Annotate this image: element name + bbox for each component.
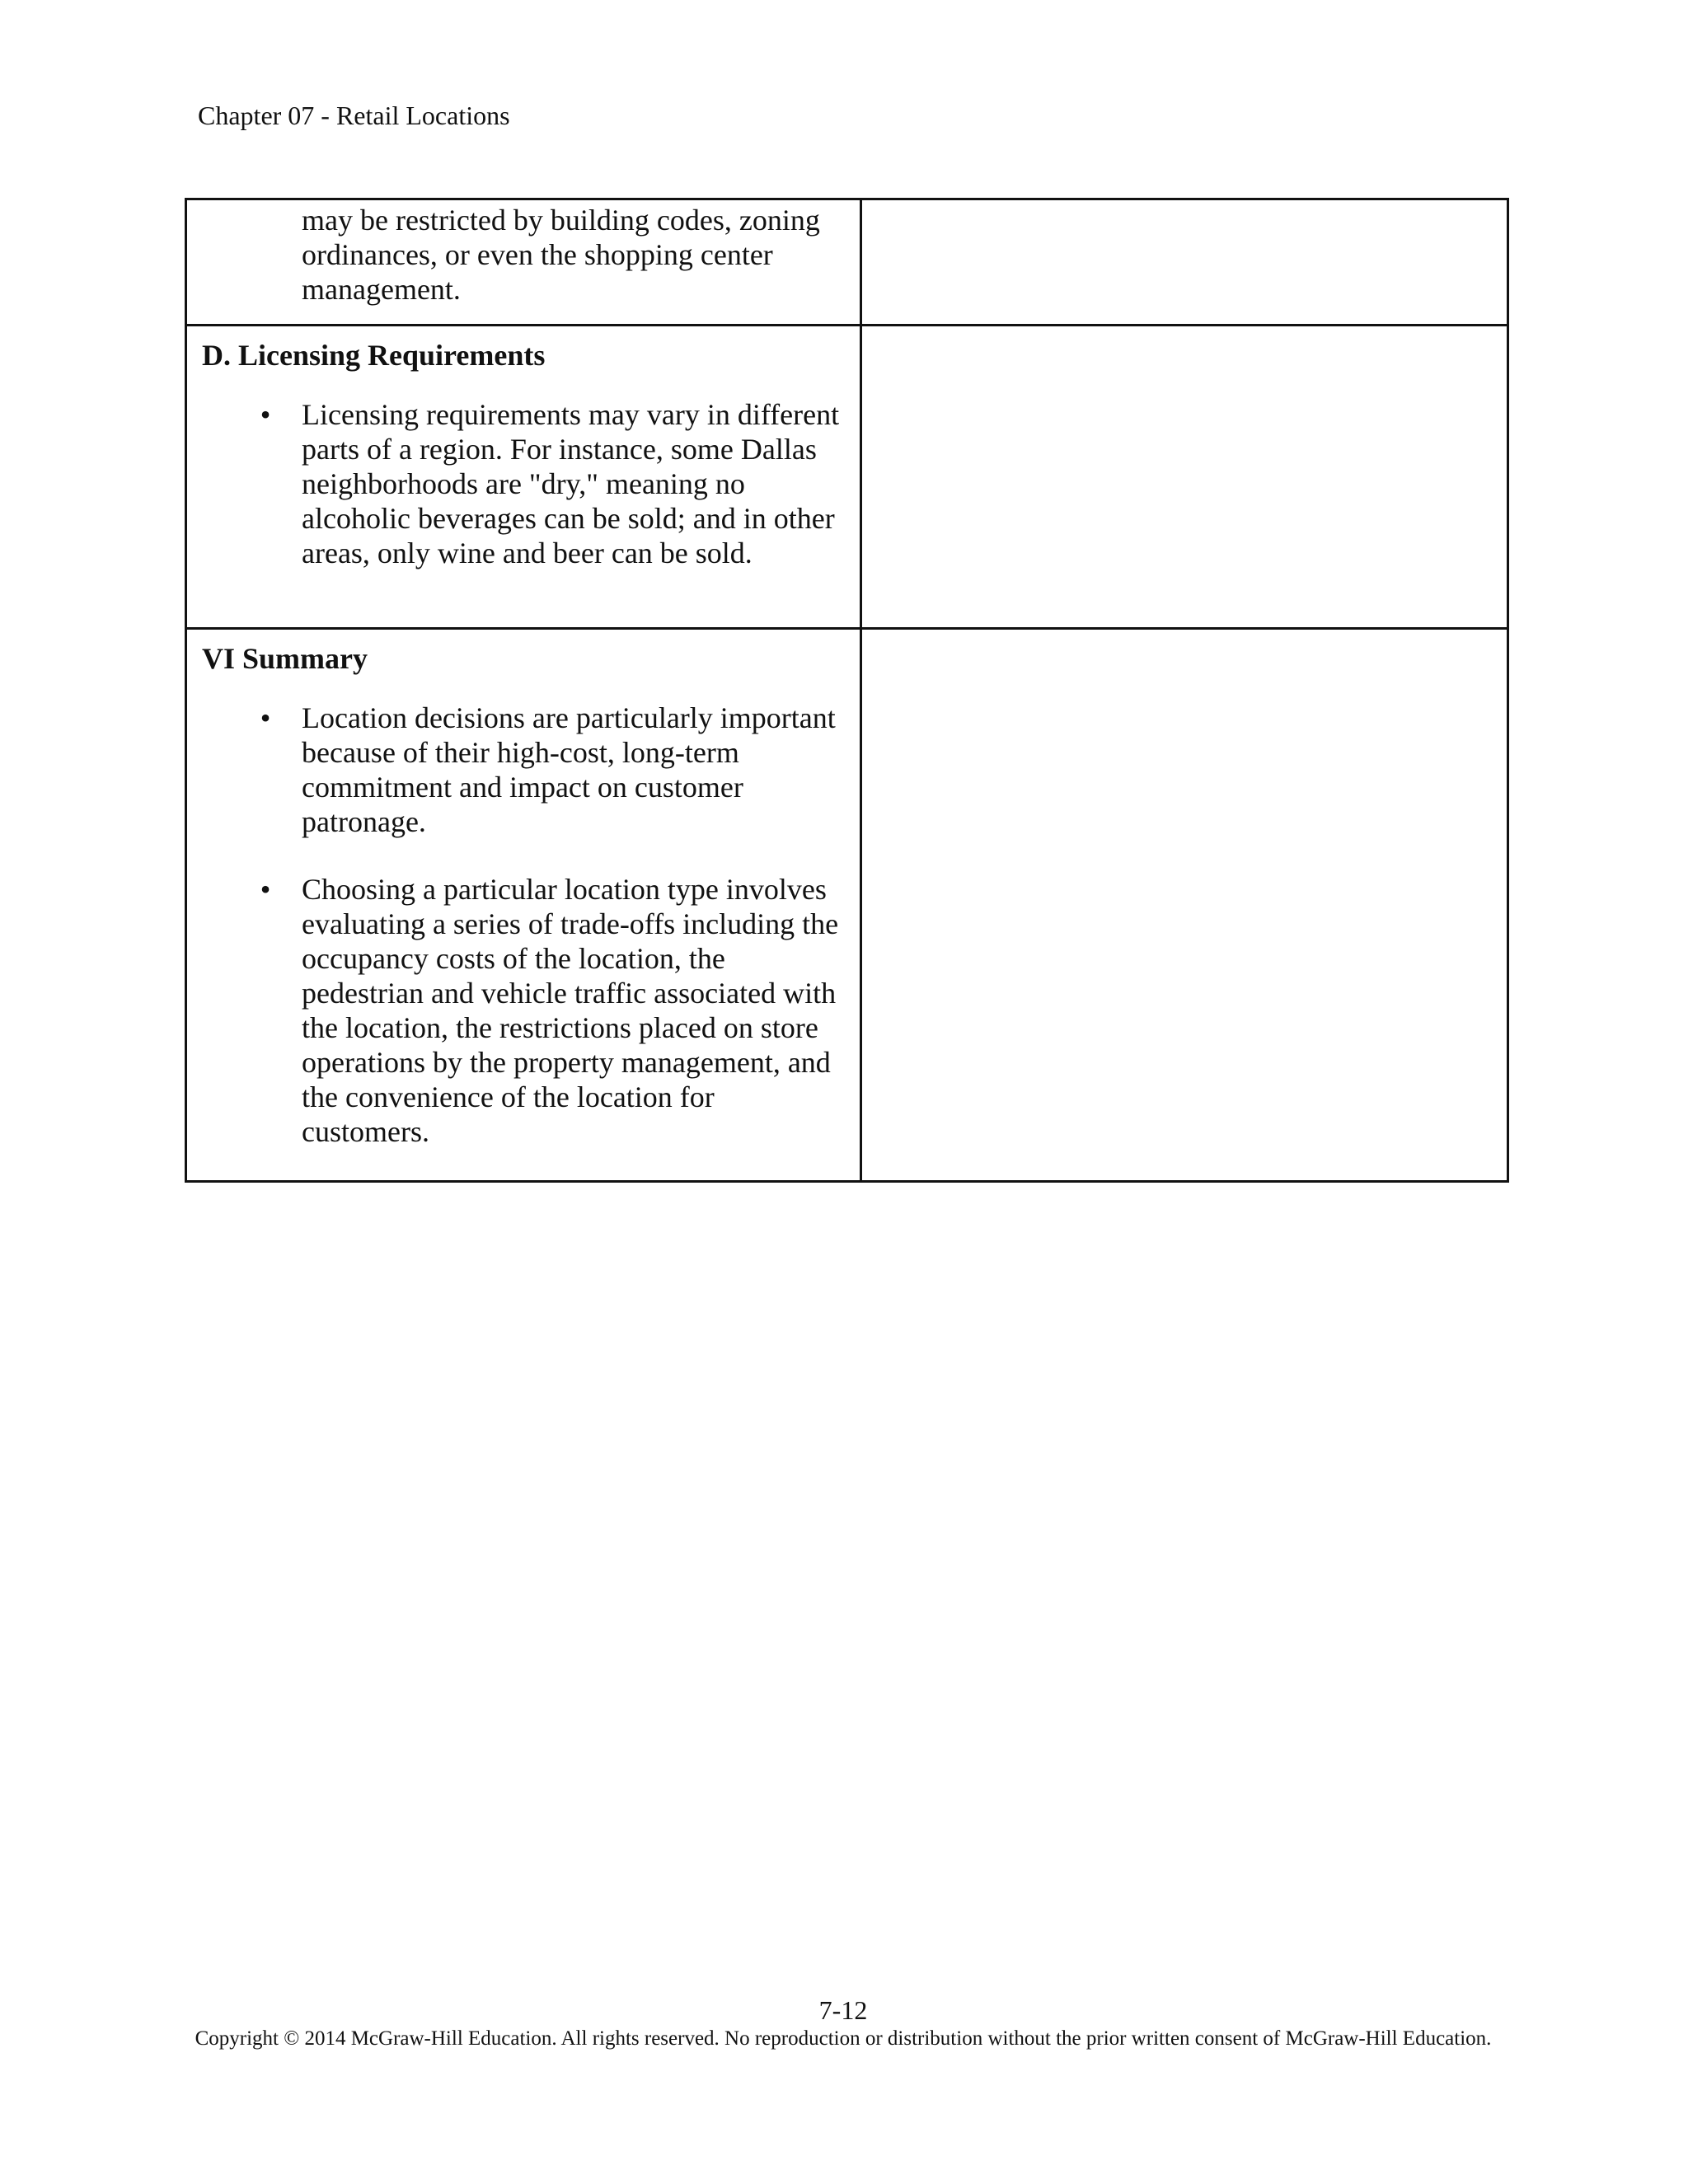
bullet-text: Choosing a particular location type involves evaluating a series of trade-offs including the occupancy costs of the location, the pedestrian and vehicle traffic associated with the location, the restrictions placed on store operations by the property management, and the convenience of the location for customers. <box>302 873 839 1148</box>
bullet-item <box>187 872 860 1149</box>
section-heading: D. Licensing Requirements <box>202 339 546 372</box>
notes-cell <box>186 629 861 1182</box>
bullet-icon: • <box>260 398 271 431</box>
page-header: Chapter 07 - Retail Locations <box>198 101 510 130</box>
notes-cell <box>186 199 861 326</box>
blank-notes-cell <box>861 629 1508 1182</box>
blank-notes-cell <box>861 326 1508 629</box>
table-row <box>186 199 1508 326</box>
bullet-text: Location decisions are particularly important because of their high-cost, long-term commitment and impact on customer patronage. <box>302 701 836 838</box>
bullet-icon: • <box>260 873 271 906</box>
notes-cell <box>186 326 861 629</box>
copyright-notice: Copyright © 2014 McGraw-Hill Education. All rights reserved. No reproduction or distribution without the prior written consent of McGraw-Hill Education. <box>195 2027 1492 2050</box>
table-row <box>186 326 1508 629</box>
section-heading: VI Summary <box>202 642 368 675</box>
continued-text: may be restricted by building codes, zoning ordinances, or even the shopping center management. <box>302 204 820 306</box>
lecture-notes-table <box>185 198 1509 1183</box>
page-number: 7-12 <box>818 1995 868 2025</box>
bullet-text: Licensing requirements may vary in different parts of a region. For instance, some Dallas neighborhoods are "dry," meaning no alcoholic beverages can be sold; and in other areas, only wine and beer can be sold. <box>302 398 840 569</box>
bullet-item <box>187 701 860 839</box>
bullet-item <box>187 397 860 570</box>
blank-notes-cell <box>861 199 1508 326</box>
page-footer <box>185 1994 1502 2051</box>
bullet-icon: • <box>260 701 271 734</box>
table-row <box>186 629 1508 1182</box>
